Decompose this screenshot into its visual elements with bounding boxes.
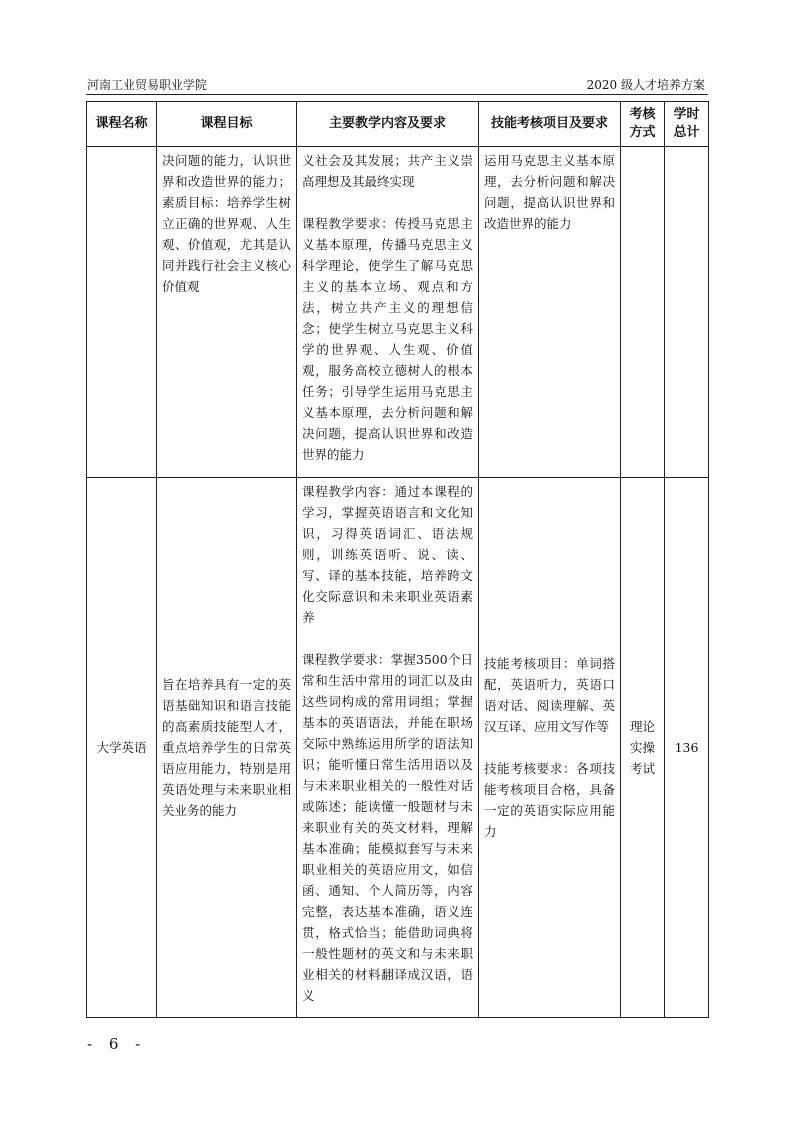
exam-method — [621, 147, 665, 478]
skill-requirements — [479, 478, 621, 1018]
col-content: 主要教学内容及要求 — [297, 102, 479, 147]
skill-part-1: 技能考核项目：单词搭配，英语听力，英语口语对话、阅读理解、英汉互译、应用文写作等 — [484, 656, 615, 734]
course-goal: 旨在培养具有一定的英语基础知识和语言技能的高素质技能型人才，重点培养学生的日常英语应用能力，特别是用英语处理与未来职业相关业务的能力 — [157, 478, 297, 1018]
course-table — [86, 101, 709, 1018]
course-name — [87, 147, 157, 478]
col-total-hours: 学时 总计 — [665, 102, 709, 147]
course-content — [297, 478, 479, 1018]
content-part-1: 课程教学内容：通过本课程的学习，掌握英语语言和文化知识，习得英语词汇、语法规则，训练英语听、说、读、写、译的基本技能，培养跨文化交际意识和未来职业英语素养 — [302, 484, 473, 625]
course-content — [297, 147, 479, 478]
col-skill: 技能考核项目及要求 — [479, 102, 621, 147]
table-row — [87, 478, 709, 1018]
header-school: 河南工业贸易职业学院 — [87, 78, 208, 92]
content-part-2: 课程教学要求：掌握3500个日常和生活中常用的词汇以及由这些词构成的常用词组；掌握基本的英语语法，并能在职场交际中熟练运用所学的语法知识；能听懂日常生活用语以及与未来职业相关的一般性对话或陈述；能读懂一般题材与未来职业有关的英文材料，理解基本准确；能模拟套写与未来职业相关的英语应用文，如信函、通知、个人简历等，内容完整，表达基本准确，语义连贯，格式恰当；能借助词典将一般性题材的英文和与未来职业相关的材料翻译成汉语，语义 — [302, 652, 473, 1003]
course-name: 大学英语 — [87, 478, 157, 1018]
course-goal: 决问题的能力，认识世界和改造世界的能力；素质目标：培养学生树立正确的世界观、人生观、价值观，尤其是认同并践行社会主义核心价值观 — [157, 147, 297, 478]
total-hours: 136 — [665, 478, 709, 1018]
exam-method: 理论 实操 考试 — [621, 478, 665, 1018]
content-part-1: 义社会及其发展；共产主义崇高理想及其最终实现 — [302, 153, 473, 189]
total-hours — [665, 147, 709, 478]
col-course-name: 课程名称 — [87, 102, 157, 147]
header-rule — [86, 94, 708, 95]
skill-part-2: 技能考核要求：各项技能考核项目合格，具备一定的英语实际应用能力 — [484, 761, 615, 839]
header-plan: 2020 级人才培养方案 — [586, 78, 705, 92]
content-part-2: 课程教学要求：传授马克思主义基本原理，传播马克思主义科学理论，使学生了解马克思主义的基本立场、观点和方法，树立共产主义的理想信念；使学生树立马克思主义科学的世界观、人生观、价值观，服务高校立德树人的根本任务；引导学生运用马克思主义基本原理，去分析问题和解决问题，提高认识世界和改造世界的能力 — [302, 216, 473, 462]
skill-part-1: 运用马克思主义基本原理，去分析问题和解决问题，提高认识世界和改造世界的能力 — [484, 153, 615, 231]
page-number: - 6 - — [87, 1035, 147, 1053]
table-row — [87, 147, 709, 478]
table-header-row — [87, 102, 709, 147]
col-exam-method: 考核 方式 — [621, 102, 665, 147]
skill-requirements — [479, 147, 621, 478]
col-course-goal: 课程目标 — [157, 102, 297, 147]
